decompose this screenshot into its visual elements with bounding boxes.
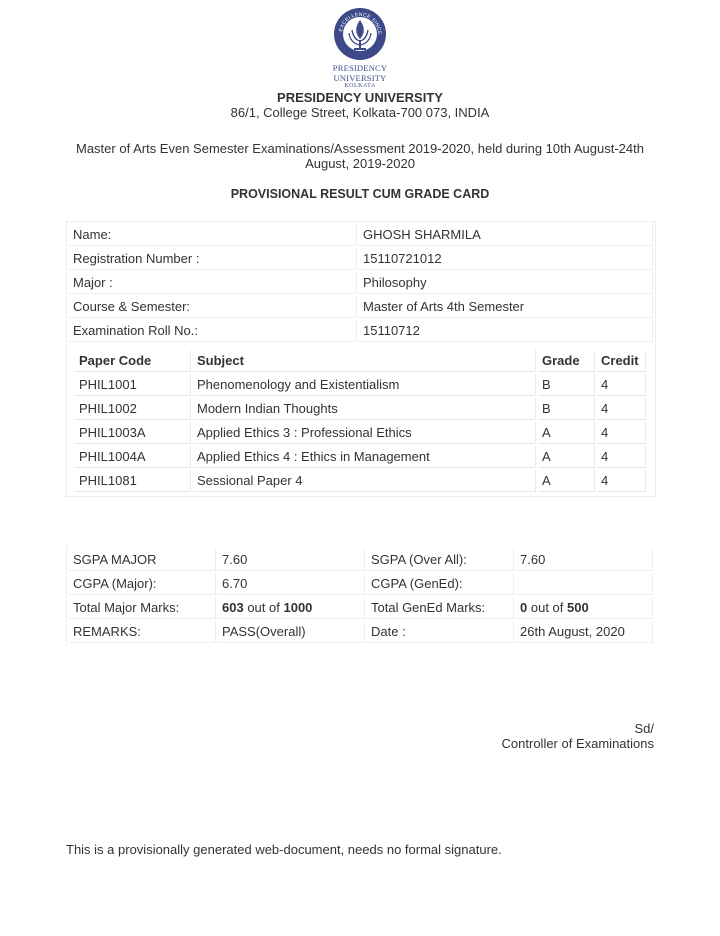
major-marks-value — [218, 597, 365, 619]
svg-text:EXCELLENCE SINCE 1817: EXCELLENCE SINCE — [338, 11, 383, 35]
summary-row-cgpa — [69, 573, 653, 595]
student-info-table — [67, 222, 655, 344]
col-paper-code: Paper Code — [75, 350, 191, 372]
logo-name: PRESIDENCY UNIVERSITY — [332, 63, 388, 83]
credit: 4 — [597, 446, 646, 468]
date-label: Date : — [367, 621, 514, 643]
roll-label: Examination Roll No.: — [69, 320, 357, 342]
gened-marks-obtained: 0 — [520, 600, 528, 615]
paper-code: PHIL1081 — [75, 470, 191, 492]
paper-code: PHIL1004A — [75, 446, 191, 468]
university-emblem-icon — [332, 6, 388, 62]
roll-value: 15110712 — [359, 320, 653, 342]
registration-label: Registration Number : — [69, 248, 357, 270]
subject-name: Sessional Paper 4 — [193, 470, 536, 492]
credit: 4 — [597, 398, 646, 420]
credit: 4 — [597, 374, 646, 396]
info-row-registration — [69, 248, 653, 270]
subject-name: Applied Ethics 4 : Ethics in Management — [193, 446, 536, 468]
info-row-major — [69, 272, 653, 294]
major-value: Philosophy — [359, 272, 653, 294]
course-label: Course & Semester: — [69, 296, 357, 318]
gened-marks-value — [516, 597, 653, 619]
gened-marks-total: 500 — [567, 600, 589, 615]
sgpa-major-label: SGPA MAJOR — [69, 549, 216, 571]
sgpa-overall-label: SGPA (Over All): — [367, 549, 514, 571]
subjects-panel — [67, 344, 655, 496]
table-row — [75, 446, 646, 468]
grade: B — [538, 398, 595, 420]
exam-description: Master of Arts Even Semester Examinations/Assessment 2019-2020, held during 10th August-24th August, 2019-2020 — [76, 141, 644, 171]
signature-sd: Sd/ — [634, 721, 654, 736]
summary-row-marks — [69, 597, 653, 619]
subject-name: Modern Indian Thoughts — [193, 398, 536, 420]
name-label: Name: — [69, 224, 357, 246]
table-row — [75, 398, 646, 420]
table-row — [75, 422, 646, 444]
col-credit: Credit — [597, 350, 646, 372]
university-name: PRESIDENCY UNIVERSITY — [277, 90, 443, 105]
grade: A — [538, 422, 595, 444]
summary-row-sgpa — [69, 549, 653, 571]
grade: B — [538, 374, 595, 396]
university-address: 86/1, College Street, Kolkata-700 073, INDIA — [230, 105, 490, 120]
student-info-panel — [66, 221, 656, 497]
major-marks-total: 1000 — [283, 600, 313, 615]
cgpa-gened-value — [516, 573, 653, 595]
subjects-table — [73, 348, 648, 494]
paper-code: PHIL1001 — [75, 374, 191, 396]
gened-marks-label: Total GenEd Marks: — [367, 597, 514, 619]
result-summary-table — [67, 547, 655, 645]
remarks-value: PASS(Overall) — [218, 621, 365, 643]
info-row-roll — [69, 320, 653, 342]
signature-title: Controller of Examinations — [501, 736, 654, 751]
university-logo — [316, 6, 404, 89]
footer-note: This is a provisionally generated web-document, needs no formal signature. — [66, 842, 502, 857]
page-title: PROVISIONAL RESULT CUM GRADE CARD — [230, 187, 490, 201]
col-subject: Subject — [193, 350, 536, 372]
subjects-header-row — [75, 350, 646, 372]
cgpa-major-value: 6.70 — [218, 573, 365, 595]
major-marks-label: Total Major Marks: — [69, 597, 216, 619]
credit: 4 — [597, 422, 646, 444]
grade: A — [538, 446, 595, 468]
grade: A — [538, 470, 595, 492]
date-value: 26th August, 2020 — [516, 621, 653, 643]
logo-city: KOLKATA — [344, 83, 376, 89]
paper-code: PHIL1002 — [75, 398, 191, 420]
remarks-label: REMARKS: — [69, 621, 216, 643]
info-row-name — [69, 224, 653, 246]
subject-name: Phenomenology and Existentialism — [193, 374, 536, 396]
paper-code: PHIL1003A — [75, 422, 191, 444]
cgpa-gened-label: CGPA (GenEd): — [367, 573, 514, 595]
course-value: Master of Arts 4th Semester — [359, 296, 653, 318]
summary-row-remarks — [69, 621, 653, 643]
out-of-text: out of — [247, 600, 280, 615]
cgpa-major-label: CGPA (Major): — [69, 573, 216, 595]
col-grade: Grade — [538, 350, 595, 372]
subject-name: Applied Ethics 3 : Professional Ethics — [193, 422, 536, 444]
major-label: Major : — [69, 272, 357, 294]
result-summary-panel — [66, 547, 655, 645]
table-row — [75, 470, 646, 492]
table-row — [75, 374, 646, 396]
sgpa-overall-value: 7.60 — [516, 549, 653, 571]
out-of-text: out of — [530, 600, 564, 615]
info-row-course — [69, 296, 653, 318]
sgpa-major-value: 7.60 — [218, 549, 365, 571]
signature-block — [502, 721, 654, 751]
credit: 4 — [597, 470, 646, 492]
registration-value: 15110721012 — [359, 248, 653, 270]
major-marks-obtained: 603 — [222, 600, 244, 615]
name-value: GHOSH SHARMILA — [359, 224, 653, 246]
